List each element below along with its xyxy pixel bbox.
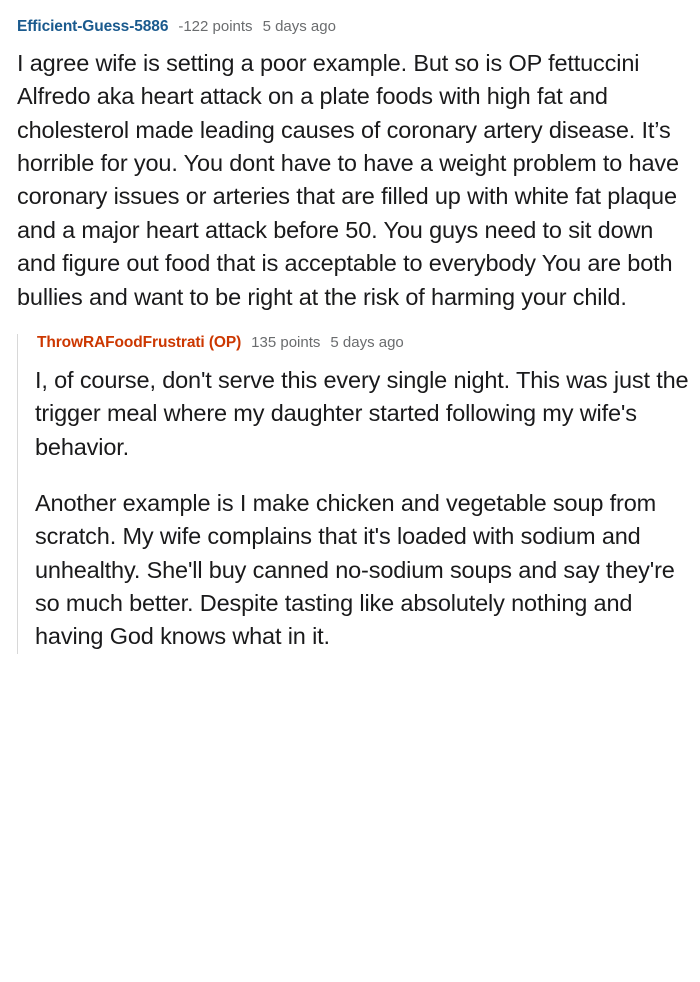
comment-timestamp: 5 days ago: [330, 333, 404, 351]
comment-score: 135 points: [251, 333, 321, 351]
comment-body: [17, 47, 683, 314]
comment-author-link[interactable]: Efficient-Guess-5886: [17, 18, 169, 35]
comment-top-level: [0, 0, 700, 314]
comment-header: [37, 334, 700, 352]
comment-reply-op: [17, 334, 700, 654]
comment-header: [17, 18, 683, 36]
comment-author-link[interactable]: ThrowRAFoodFrustrati (OP): [37, 333, 242, 351]
comment-body: [35, 364, 700, 654]
comment-paragraph: Another example is I make chicken and vegetable soup from scratch. My wife complains that it's loaded with sodium and unhealthy. She'll buy canned no-sodium soups and say they're so much better. Despite tasting like absolutely nothing and having God knows what in it.: [35, 489, 675, 650]
comment-paragraph: I, of course, don't serve this every single night. This was just the trigger meal where my daughter started following my wife's behavior.: [35, 366, 689, 460]
comment-timestamp: 5 days ago: [262, 18, 336, 35]
comment-score: -122 points: [178, 18, 253, 35]
comment-paragraph: I agree wife is setting a poor example. But so is OP fettuccini Alfredo aka heart attack on a plate foods with high fat and cholesterol made leading causes of coronary artery disease. It’s horrible for you. You dont have to have a weight problem to have coronary issues or arteries that are filled up with white fat plaque and a major heart attack before 50. You guys need to sit down and figure out food that is acceptable to everybody You are both bullies and want to be right at the risk of harming your child.: [17, 50, 679, 310]
